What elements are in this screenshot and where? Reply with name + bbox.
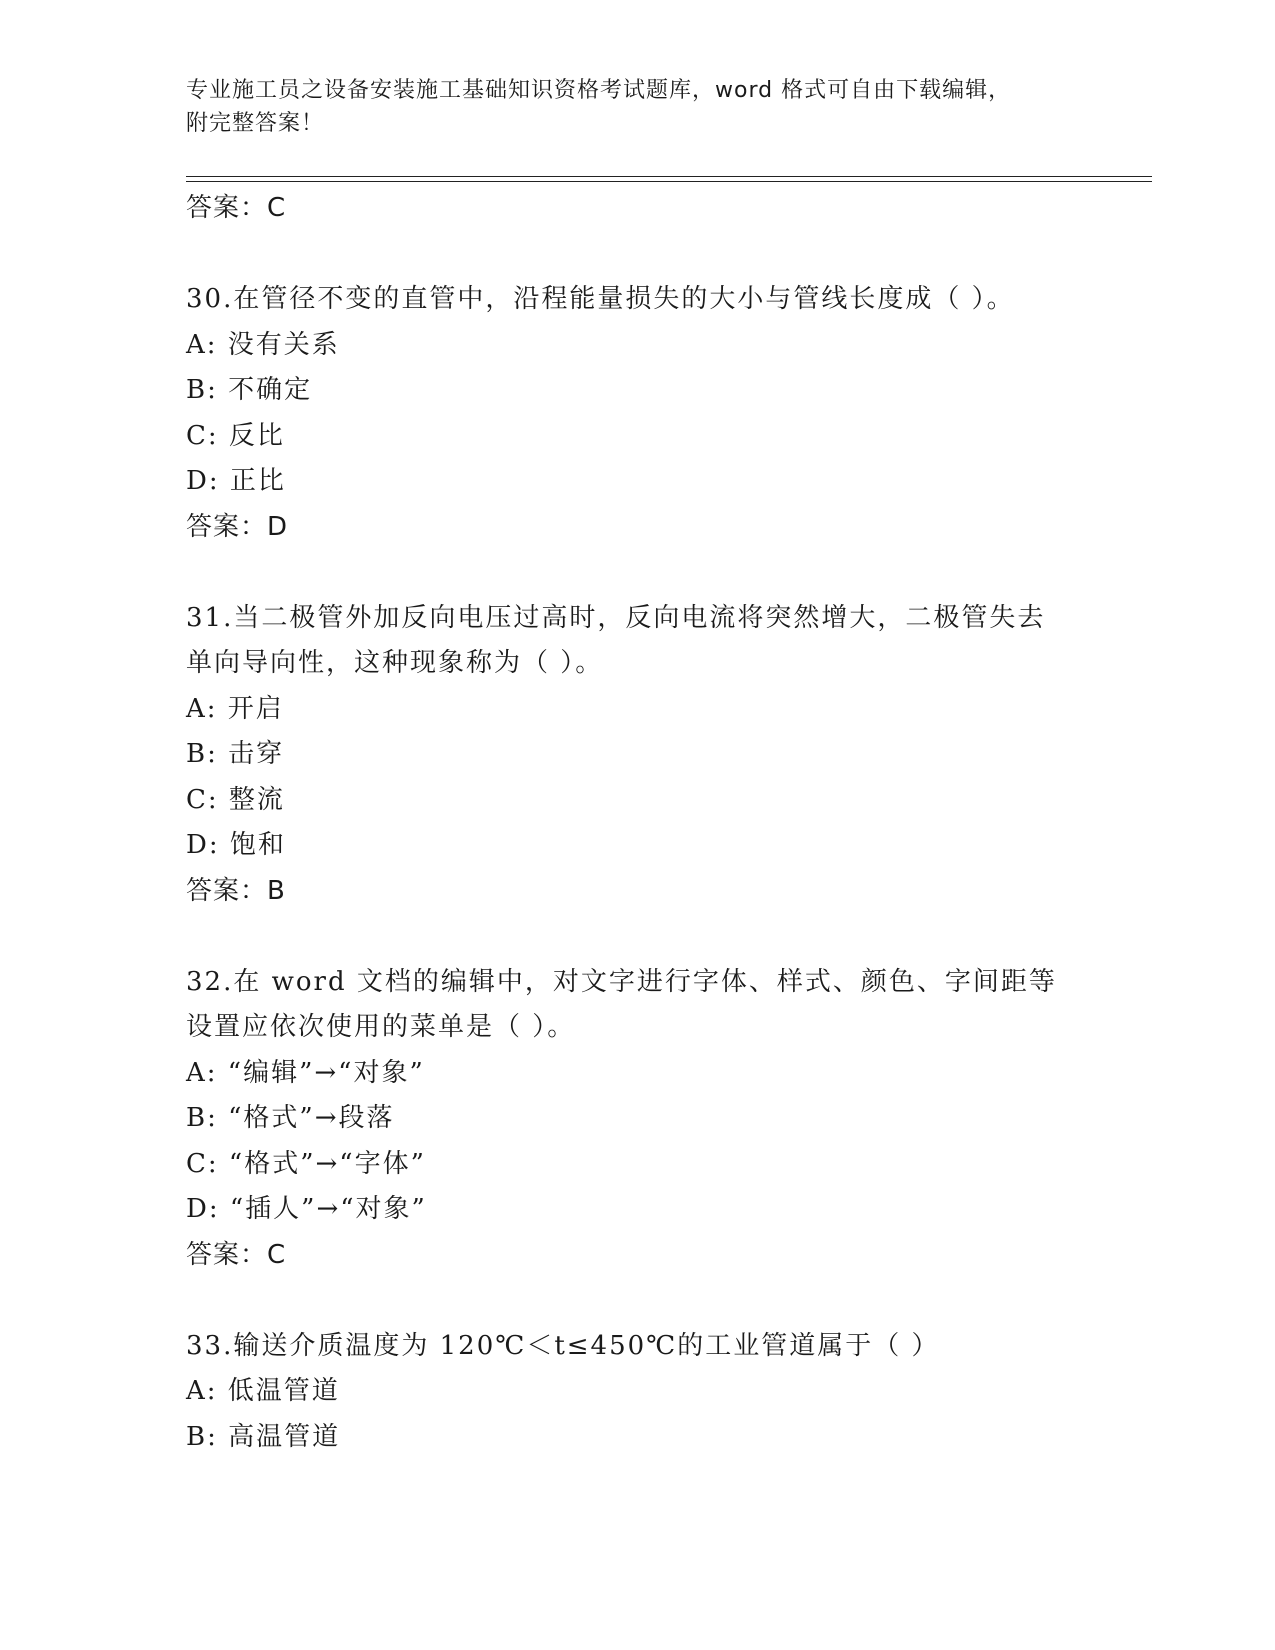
option-a: A: 没有关系	[186, 329, 340, 360]
header-divider-top	[186, 176, 1152, 177]
question-stem: 32.在 word 文档的编辑中，对文字进行字体、样式、颜色、字间距等	[186, 966, 1057, 997]
answer-line: 答案：B	[186, 875, 286, 906]
spacer	[186, 550, 1152, 596]
option-a: A: 开启	[186, 693, 284, 724]
option-a: A: “编辑”→“对象”	[186, 1057, 425, 1088]
question-33	[186, 1324, 1152, 1461]
option-b: B: 击穿	[186, 739, 285, 769]
option-d: D: 饱和	[186, 830, 286, 860]
question-stem: 30.在管径不变的直管中，沿程能量损失的大小与管线长度成（ ）。	[186, 284, 1015, 314]
option-c: C: “格式”→“字体”	[186, 1148, 426, 1179]
question-stem-continued: 设置应依次使用的菜单是（ ）。	[186, 1012, 576, 1042]
option-d: D: 正比	[186, 466, 286, 496]
header-line-1: 专业施工员之设备安装施工基础知识资格考试题库，word 格式可自由下载编辑，	[186, 78, 1012, 103]
document-header	[186, 74, 1066, 140]
previous-answer: 答案：C	[186, 193, 287, 223]
question-content	[186, 186, 1152, 1460]
option-b: B: 高温管道	[186, 1421, 341, 1452]
option-a: A: 低温管道	[186, 1376, 340, 1406]
option-d: D: “插人”→“对象”	[186, 1194, 427, 1224]
question-stem: 33.输送介质温度为 120℃＜t≤450℃的工业管道属于（ ）	[186, 1330, 940, 1361]
answer-line: 答案：D	[186, 511, 289, 542]
answer-line: 答案：C	[186, 1239, 287, 1270]
option-c: C: 反比	[186, 420, 285, 451]
spacer	[186, 914, 1152, 960]
question-32	[186, 960, 1152, 1279]
spacer	[186, 232, 1152, 278]
question-stem-continued: 单向导向性，这种现象称为（ ）。	[186, 648, 604, 678]
question-stem: 31.当二极管外加反向电压过高时，反向电流将突然增大，二极管失去	[186, 602, 1046, 633]
option-b: B: 不确定	[186, 375, 313, 405]
spacer	[186, 1278, 1152, 1324]
question-30	[186, 277, 1152, 550]
header-line-2: 附完整答案！	[186, 111, 325, 136]
option-b: B: “格式”→段落	[186, 1103, 395, 1133]
option-c: C: 整流	[186, 784, 285, 815]
question-31	[186, 596, 1152, 915]
header-divider-bottom	[186, 181, 1152, 182]
